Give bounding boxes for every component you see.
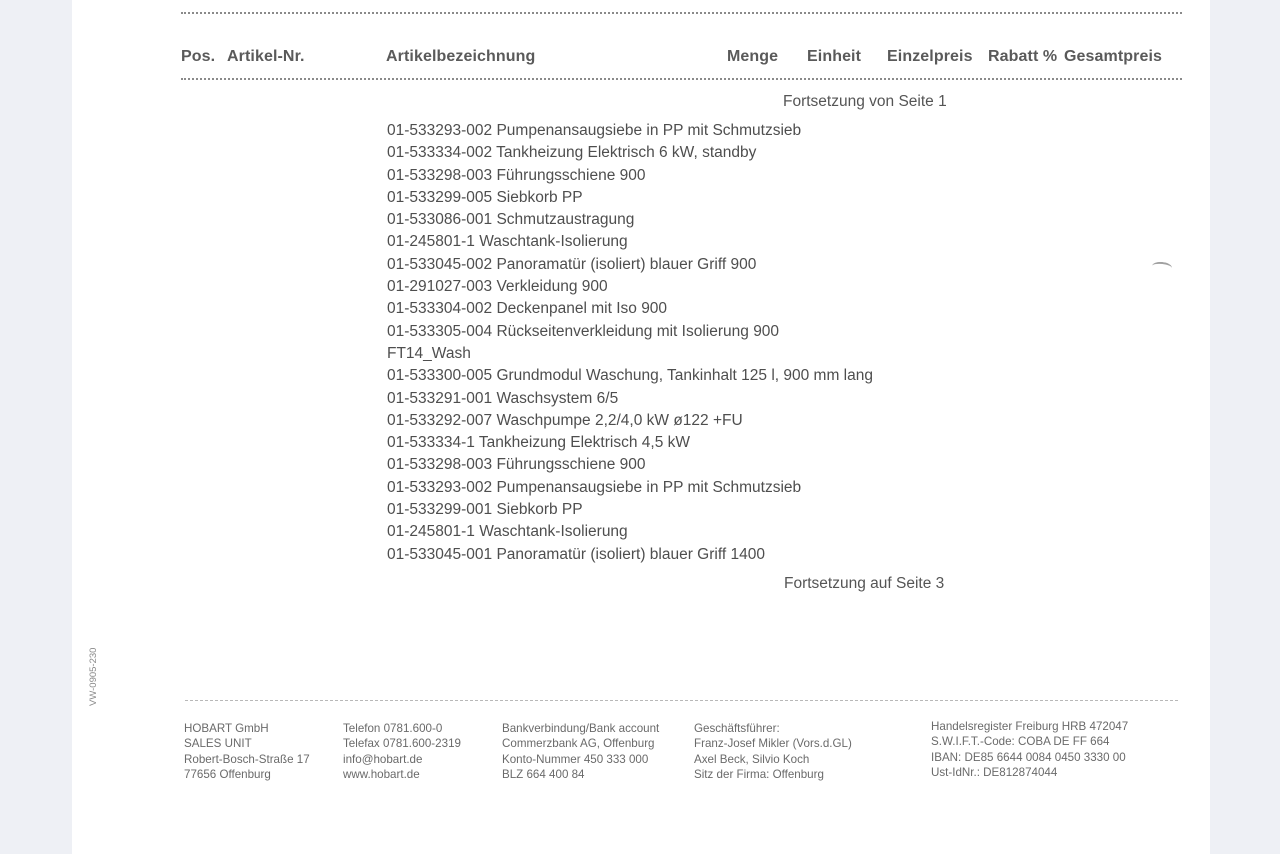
document-page [72,0,1210,854]
list-item: 01-533292-007 Waschpumpe 2,2/4,0 kW ø122 +FU [387,411,743,429]
list-item-group: FT14_Wash [387,344,471,362]
footer-registry [931,719,1128,780]
footer-registry-line: S.W.I.F.T.-Code: COBA DE FF 664 [931,735,1110,749]
list-item: 01-245801-1 Waschtank-Isolierung [387,523,628,541]
footer-divider [185,700,1178,701]
footer-management-line: Franz-Josef Mikler (Vors.d.GL) [694,737,852,751]
list-item: 01-533299-005 Siebkorb PP [387,188,583,206]
footer-bank-line: Konto-Nummer 450 333 000 [502,752,649,766]
list-item: 01-533299-001 Siebkorb PP [387,501,583,519]
scan-mark [1152,261,1173,273]
footer-bank [502,721,659,782]
footer-company-line: 77656 Offenburg [184,767,271,781]
footer-management-line: Axel Beck, Silvio Koch [694,752,810,766]
header-unit-price: Einzelpreis [887,48,973,65]
list-item: 01-533304-002 Deckenpanel mit Iso 900 [387,300,668,318]
header-unit: Einheit [807,48,862,65]
form-code: VW-0905-230 [88,647,99,706]
footer-company-line: HOBART GmbH [184,722,269,735]
list-item: 01-245801-1 Waschtank-Isolierung [387,233,628,251]
list-item: 01-533045-002 Panoramatür (isoliert) blauer Griff 900 [387,255,757,273]
footer-bank-line: BLZ 664 400 84 [502,767,585,781]
footer-bank-line: Commerzbank AG, Offenburg [502,737,655,751]
continued-from-note: Fortsetzung von Seite 1 [783,93,947,110]
header-total-price: Gesamtpreis [1064,48,1163,65]
footer-company-line: Robert-Bosch-Straße 17 [184,752,310,766]
list-item: 01-533298-003 Führungsschiene 900 [387,166,646,184]
list-item: 01-291027-003 Verkleidung 900 [387,278,608,296]
list-item: 01-533293-002 Pumpenansaugsiebe in PP mit Schmutzsieb [387,478,802,496]
header-divider [181,78,1182,80]
footer-website: www.hobart.de [343,767,420,781]
list-item: 01-533293-002 Pumpenansaugsiebe in PP mit Schmutzsieb [387,122,802,139]
list-item: 01-533045-001 Panoramatür (isoliert) blauer Griff 1400 [387,545,765,563]
list-item: 01-533291-001 Waschsystem 6/5 [387,389,619,407]
list-item: 01-533334-002 Tankheizung Elektrisch 6 kW, standby [387,144,757,162]
list-item: 01-533298-003 Führungsschiene 900 [387,456,646,474]
list-item: 01-533334-1 Tankheizung Elektrisch 4,5 kW [387,434,690,452]
list-item: 01-533300-005 Grundmodul Waschung, Tankinhalt 125 l, 900 mm lang [387,367,873,385]
footer-company-line: SALES UNIT [184,737,252,751]
footer-email: info@hobart.de [343,752,423,766]
footer-management [694,721,852,782]
continued-on-note: Fortsetzung auf Seite 3 [784,575,945,592]
list-item: 01-533305-004 Rückseitenverkleidung mit Isolierung 900 [387,322,780,340]
footer-registry-line: Ust-IdNr.: DE812874044 [931,765,1058,779]
header-article-no: Artikel-Nr. [227,48,305,65]
footer-phone: Telefon 0781.600-0 [343,722,443,735]
item-list [387,120,873,566]
footer-management-line: Sitz der Firma: Offenburg [694,767,824,781]
footer-registry-line: IBAN: DE85 6644 0084 0450 3330 00 [931,750,1126,764]
footer-bank-line: Bankverbindung/Bank account [502,722,660,735]
top-divider [181,12,1182,14]
footer-registry-line: Handelsregister Freiburg HRB 472047 [931,720,1129,733]
header-discount: Rabatt % [988,48,1058,65]
footer-company [184,721,310,782]
header-description: Artikelbezeichnung [386,48,536,65]
header-quantity: Menge [727,48,779,65]
footer-management-line: Geschäftsführer: [694,722,780,735]
footer-fax: Telefax 0781.600-2319 [343,737,461,751]
header-pos: Pos. [181,48,216,65]
list-item: 01-533086-001 Schmutzaustragung [387,211,635,229]
footer-contact [343,721,461,782]
